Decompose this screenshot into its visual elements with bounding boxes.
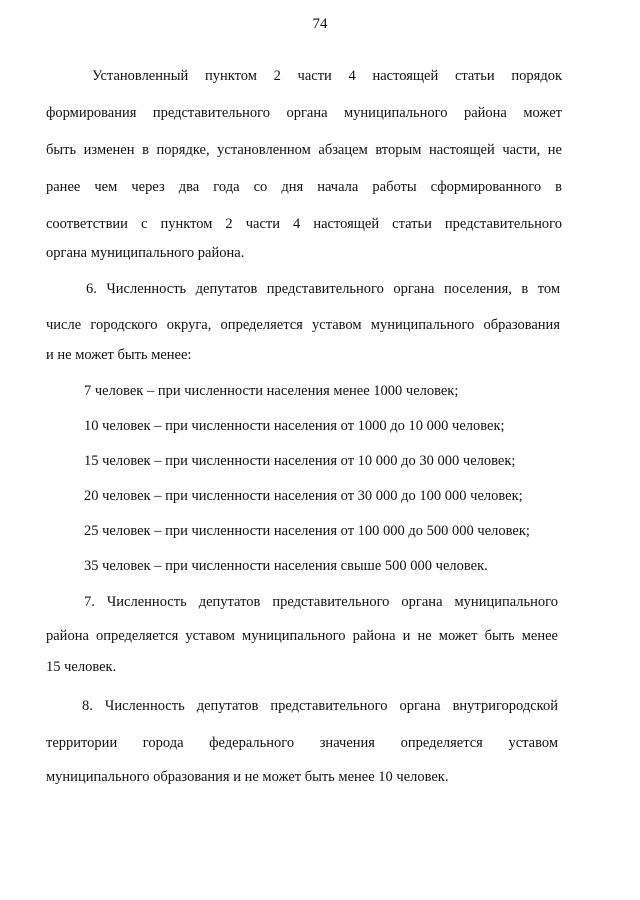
- text-line: 15 человек.: [46, 659, 117, 675]
- text-line: района определяется уставом муниципального района и не может быть менее: [46, 628, 558, 644]
- list-item: 7 человек – при численности населения менее 1000 человек;: [84, 383, 459, 399]
- text-line: числе городского округа, определяется уставом муниципального образования: [46, 317, 560, 333]
- text-line: 8. Численность депутатов представительного органа внутригородской: [82, 698, 558, 714]
- list-item: 20 человек – при численности населения от 30 000 до 100 000 человек;: [84, 488, 523, 504]
- list-item: 25 человек – при численности населения от 100 000 до 500 000 человек;: [84, 523, 530, 539]
- text-line: быть изменен в порядке, установленном абзацем вторым настоящей части, не: [46, 142, 562, 158]
- text-line: и не может быть менее:: [46, 347, 192, 363]
- list-item: 10 человек – при численности населения от 1000 до 10 000 человек;: [84, 418, 505, 434]
- text-line: формирования представительного органа муниципального района может: [46, 105, 562, 121]
- text-line: ранее чем через два года со дня начала работы сформированного в: [46, 179, 562, 195]
- list-item: 15 человек – при численности населения от 10 000 до 30 000 человек;: [84, 453, 516, 469]
- text-line: муниципального образования и не может быть менее 10 человек.: [46, 769, 449, 785]
- text-line: соответствии с пунктом 2 части 4 настоящей статьи представительного: [46, 216, 562, 232]
- text-line: органа муниципального района.: [46, 245, 245, 261]
- text-line: 6. Численность депутатов представительного органа поселения, в том: [86, 281, 560, 297]
- text-line: Установленный пунктом 2 части 4 настоящей статьи порядок: [92, 68, 562, 84]
- text-line: 7. Численность депутатов представительного органа муниципального: [84, 594, 558, 610]
- text-line: территории города федерального значения определяется уставом: [46, 735, 558, 751]
- page-number: 74: [312, 16, 328, 32]
- list-item: 35 человек – при численности населения свыше 500 000 человек.: [84, 558, 488, 574]
